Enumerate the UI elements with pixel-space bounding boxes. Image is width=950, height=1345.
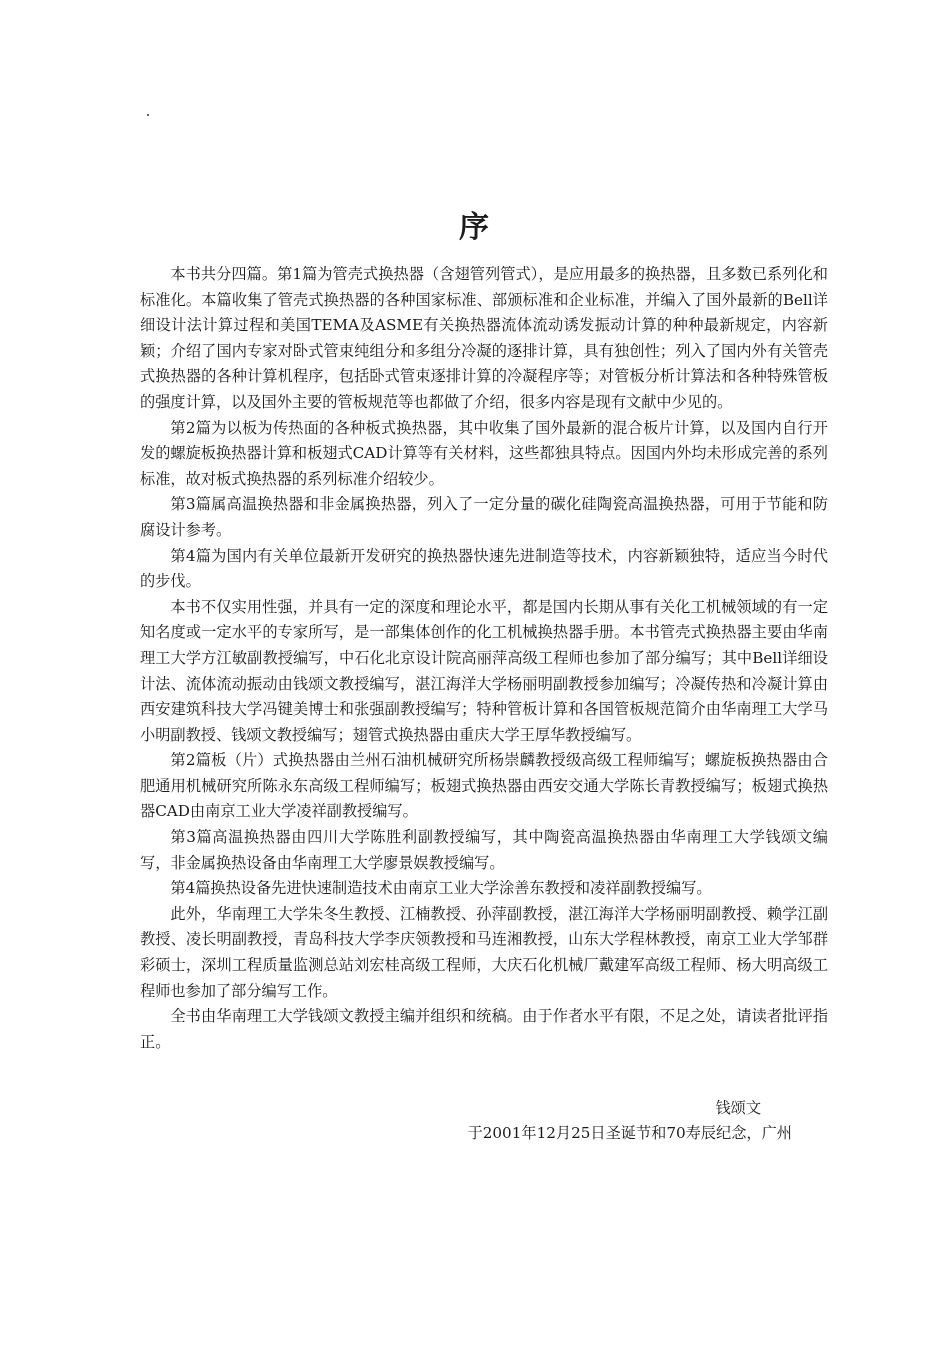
paragraph: 全书由华南理工大学钱颂文教授主编并组织和统稿。由于作者水平有限，不足之处，请读者批评指正。 <box>140 1007 828 1051</box>
paragraph: 第4篇为国内有关单位最新开发研究的换热器快速先进制造等技术，内容新颖独特，适应当今时代的步伐。 <box>140 546 828 591</box>
preface-body <box>140 262 828 1055</box>
scan-speck <box>147 114 149 116</box>
paragraph: 第3篇属高温换热器和非金属换热器，列入了一定分量的碳化硅陶瓷高温换热器，可用于节能和防腐设计参考。 <box>140 495 828 539</box>
paragraph: 本书不仅实用性强，并具有一定的深度和理论水平，都是国内长期从事有关化工机械领域的有一定知名度或一定水平的专家所写，是一部集体创作的化工机械换热器手册。本书管壳式换热器主要由华南理工大学方江敏副教授编写，中石化北京设计院高丽萍高级工程师也参加了部分编写；其中Bell详细设计法、流体流动振动由钱颂文教授编写，湛江海洋大学杨丽明副教授参加编写；冷凝传热和冷凝计算由西安建筑科技大学冯键美博士和张强副教授编写；特种管板计算和各国管板规范简介由华南理工大学马小明副教授、钱颂文教授编写；翅管式换热器由重庆大学王厚华教授编写。 <box>140 597 828 744</box>
paragraph: 第2篇板（片）式换热器由兰州石油机械研究所杨崇麟教授级高级工程师编写；螺旋板换热器由合肥通用机械研究所陈永东高级工程师编写；板翅式换热器由西安交通大学陈长青教授编写；板翅式换热器CAD由南京工业大学凌祥副教授编写。 <box>140 751 828 821</box>
paragraph: 本书共分四篇。第1篇为管壳式换热器（含翅管列管式），是应用最多的换热器，且多数已系列化和标准化。本篇收集了管壳式换热器的各种国家标准、部颁标准和企业标准，并编入了国外最新的Bell详细设计法计算过程和美国TEMA及ASME有关换热器流体流动诱发振动计算的种种最新规定，内容新颖；介绍了国内专家对卧式管束纯组分和多组分冷凝的逐排计算，具有独创性；列入了国内外有关管壳式换热器的各种计算机程序，包括卧式管束逐排计算的冷凝程序等；对管板分析计算法和各种特殊管板的强度计算，以及国外主要的管板规范等也都做了介绍，很多内容是现有文献中少见的。 <box>140 265 828 411</box>
signature-name: 钱颂文 <box>715 1099 761 1117</box>
paragraph: 第4篇换热设备先进快速制造技术由南京工业大学涂善东教授和凌祥副教授编写。 <box>170 879 712 898</box>
page-title: 序 <box>459 210 491 245</box>
paragraph: 此外，华南理工大学朱冬生教授、江楠教授、孙萍副教授，湛江海洋大学杨丽明副教授、赖学江副教授、凌长明副教授，青岛科技大学李庆领教授和马连湘教授，山东大学程林教授，南京工业大学邹群彩硕士，深圳工程质量监测总站刘宏桂高级工程师，大庆石化机械厂戴建军高级工程师、杨大明高级工程师也参加了部分编写工作。 <box>140 904 828 1000</box>
paragraph: 第2篇为以板为传热面的各种板式换热器，其中收集了国外最新的混合板片计算，以及国内自行开发的螺旋板换热器计算和板翅式CAD计算等有关材料，这些都独具特点。因国内外均未形成完善的系列标准，故对板式换热器的系列标准介绍较少。 <box>140 418 828 488</box>
signature-date: 于2001年12月25日圣诞节和70寿辰纪念，广州 <box>467 1124 792 1142</box>
paragraph: 第3篇高温换热器由四川大学陈胜利副教授编写，其中陶瓷高温换热器由华南理工大学钱颂文编写，非金属换热设备由华南理工大学廖景娱教授编写。 <box>140 828 828 872</box>
